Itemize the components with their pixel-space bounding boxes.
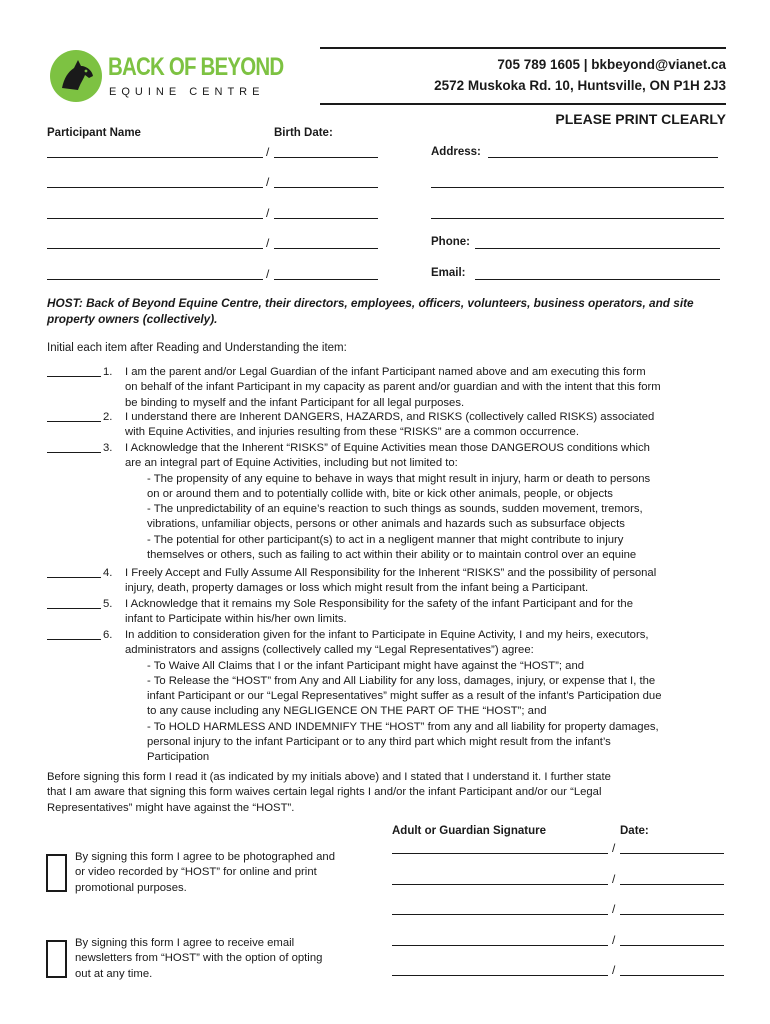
signature-date-header: Date:: [620, 825, 649, 837]
item-text-line: be binding to myself and the infant Participant for all legal purposes.: [125, 396, 465, 409]
item-text-line: In addition to consideration given for the infant to Participate in Equine Activity, I and my heirs, executors,: [125, 629, 649, 641]
address-field-line3[interactable]: [431, 218, 724, 219]
participant-name-header: Participant Name: [47, 127, 141, 139]
item-number: 1.: [103, 366, 113, 378]
item-text-line: on behalf of the infant Participant in my capacity as parent and/or guardian and with the intent that this form: [125, 381, 661, 394]
initial-instruction: Initial each item after Reading and Understanding the item:: [47, 342, 347, 354]
consent-line: or video recorded by “HOST” for online and print: [75, 866, 317, 879]
newsletter-consent-checkbox[interactable]: [46, 940, 67, 978]
item-number: 2.: [103, 411, 113, 423]
participant-name-field[interactable]: [47, 187, 263, 188]
initial-field[interactable]: [47, 452, 101, 453]
signature-date-field[interactable]: [620, 914, 724, 915]
item-subpoint: - The potential for other participant(s) to act in a negligent manner that might contribute to injury: [147, 533, 624, 546]
contact-phone-email: 705 789 1605 | bkbeyond@vianet.ca: [497, 57, 726, 72]
address-label: Address:: [431, 146, 481, 158]
item-number: 5.: [103, 598, 113, 610]
signature-date-field[interactable]: [620, 884, 724, 885]
item-subpoint: - The unpredictability of an equine’s reaction to such things as sounds, sudden movement, tremors,: [147, 503, 643, 516]
address-field[interactable]: [488, 157, 718, 158]
closing-line: Representatives” might have against the “HOST”.: [47, 801, 295, 814]
date-separator: /: [266, 267, 270, 281]
birth-date-field[interactable]: [274, 279, 378, 280]
item-subpoint: - To Waive All Claims that I or the infant Participant might have against the “HOST”; and: [147, 659, 585, 672]
item-text-line: I understand there are Inherent DANGERS, HAZARDS, and RISKS (collectively called RISKS) associated: [125, 411, 655, 423]
consent-line: promotional purposes.: [75, 881, 187, 894]
consent-line: out at any time.: [75, 967, 153, 980]
item-subpoint: - To Release the “HOST” from Any and All Liability for any loss, damages, injury, or expense that I, the: [147, 674, 656, 687]
item-number: 6.: [103, 629, 113, 641]
item-subpoint: personal injury to the infant Participant or to any third part which might result from the infant’s: [147, 736, 611, 749]
address-field-line2[interactable]: [431, 187, 724, 188]
date-separator: /: [612, 841, 616, 855]
phone-label: Phone:: [431, 236, 470, 248]
signature-field[interactable]: [392, 884, 608, 885]
consent-line: By signing this form I agree to receive email: [75, 937, 295, 949]
birth-date-header: Birth Date:: [274, 127, 333, 139]
date-separator: /: [266, 206, 270, 220]
host-definition: HOST: Back of Beyond Equine Centre, their directors, employees, officers, volunteers, business operators, and site property owners (collectively).: [47, 296, 694, 326]
item-text-line: I Acknowledge that it remains my Sole Responsibility for the safety of the infant Participant and for the: [125, 598, 634, 610]
birth-date-field[interactable]: [274, 187, 378, 188]
item-subpoint: on or around them and to potentially collide with, bite or kick other animals, people, or objects: [147, 487, 613, 500]
signature-header: Adult or Guardian Signature: [392, 825, 546, 837]
date-separator: /: [612, 872, 616, 886]
birth-date-field[interactable]: [274, 218, 378, 219]
contact-address: 2572 Muskoka Rd. 10, Huntsville, ON P1H 2J3: [434, 78, 726, 93]
item-number: 3.: [103, 442, 113, 454]
item-text-line: administrators and assigns (collectively called my “Legal Representatives”) agree:: [125, 644, 534, 657]
initial-field[interactable]: [47, 421, 101, 422]
horse-logo-icon: [48, 48, 104, 104]
photo-consent-checkbox[interactable]: [46, 854, 67, 892]
item-text-line: I Freely Accept and Fully Assume All Responsibility for the Inherent “RISKS” and the possibility of personal: [125, 567, 657, 579]
date-separator: /: [266, 145, 270, 159]
signature-field[interactable]: [392, 853, 608, 854]
signature-date-field[interactable]: [620, 975, 724, 976]
birth-date-field[interactable]: [274, 248, 378, 249]
signature-field[interactable]: [392, 945, 608, 946]
item-subpoint: vibrations, unfamiliar objects, persons or other animals and hazards such as subsurface objects: [147, 518, 625, 531]
item-subpoint: - To HOLD HARMLESS AND INDEMNIFY THE “HOST” from any and all liability for property damages,: [147, 720, 659, 733]
participant-name-field[interactable]: [47, 218, 263, 219]
item-text-line: I Acknowledge that the Inherent “RISKS” of Equine Activities mean those DANGEROUS conditions which: [125, 442, 650, 454]
date-separator: /: [612, 933, 616, 947]
item-number: 4.: [103, 567, 113, 579]
item-text-line: are an integral part of Equine Activities, including but not limited to:: [125, 457, 458, 470]
item-text-line: infant to Participate within his/her own limits.: [125, 613, 347, 626]
closing-statement: [47, 770, 737, 816]
participant-name-field[interactable]: [47, 157, 263, 158]
item-text-line: I am the parent and/or Legal Guardian of the infant Participant named above and am executing this form: [125, 366, 646, 378]
newsletter-consent-text: [75, 936, 375, 982]
item-subpoint: to any cause including any NEGLIGENCE ON THE PART OF THE “HOST”; and: [147, 705, 547, 718]
initial-field[interactable]: [47, 577, 101, 578]
email-field[interactable]: [475, 279, 720, 280]
item-subpoint: Participation: [147, 751, 210, 764]
logo-subtitle: EQUINE CENTRE: [109, 86, 265, 98]
initial-field[interactable]: [47, 608, 101, 609]
photo-consent-text: [75, 850, 375, 896]
date-separator: /: [612, 963, 616, 977]
date-separator: /: [266, 236, 270, 250]
item-text-line: injury, death, property damages or loss which might result from the infant being a Participant.: [125, 582, 589, 595]
participant-name-field[interactable]: [47, 279, 263, 280]
signature-field[interactable]: [392, 914, 608, 915]
date-separator: /: [266, 175, 270, 189]
email-label: Email:: [431, 267, 466, 279]
item-subpoint: - The propensity of any equine to behave in ways that might result in injury, harm or death to persons: [147, 472, 651, 485]
logo: [48, 48, 284, 104]
participant-name-field[interactable]: [47, 248, 263, 249]
item-text-line: with Equine Activities, and injuries resulting from these “RISKS” are a common occurrence.: [125, 426, 579, 439]
item-subpoint: infant Participant or our “Legal Representatives” might suffer as a result of the infant’s Participation due: [147, 690, 662, 703]
initial-field[interactable]: [47, 376, 101, 377]
consent-line: By signing this form I agree to be photographed and: [75, 851, 335, 863]
print-clearly-notice: PLEASE PRINT CLEARLY: [555, 111, 726, 127]
item-subpoint: themselves or others, such as failing to act within their ability or to maintain control over an equine: [147, 549, 637, 562]
closing-line: that I am aware that signing this form waives certain legal rights I and/or the infant Participant and/or our “Legal: [47, 786, 602, 799]
signature-date-field[interactable]: [620, 945, 724, 946]
birth-date-field[interactable]: [274, 157, 378, 158]
signature-field[interactable]: [392, 975, 608, 976]
phone-field[interactable]: [475, 248, 720, 249]
closing-line: Before signing this form I read it (as indicated by my initials above) and I stated that I understand it. I further state: [47, 771, 611, 783]
initial-field[interactable]: [47, 639, 101, 640]
logo-title: BACK OF BEYOND: [108, 53, 284, 81]
consent-line: newsletters from “HOST” with the option of opting: [75, 952, 323, 965]
signature-date-field[interactable]: [620, 853, 724, 854]
date-separator: /: [612, 902, 616, 916]
